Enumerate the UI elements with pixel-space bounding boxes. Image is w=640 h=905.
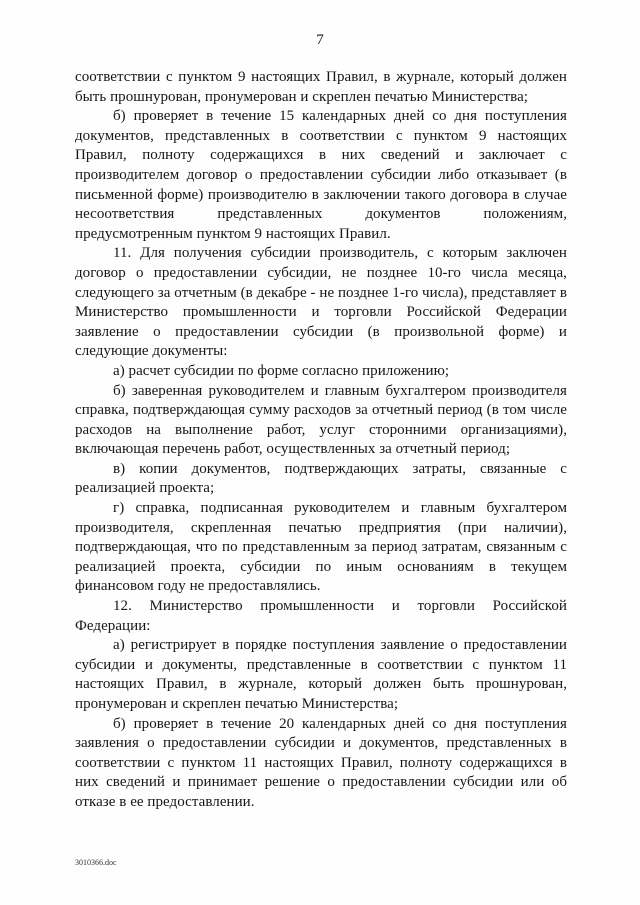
page-number: 7: [316, 32, 324, 48]
paragraph-11g: г) справка, подписанная руководителем и главным бухгалтером производителя, скрепленная печатью предприятия (при наличии), подтверждающая, что по представленным за период затратам, связанным с реализацией проекта, субсидии по иным основаниям в текущем финансовом году не предоставлялись.: [75, 500, 567, 595]
paragraph-11a: а) расчет субсидии по форме согласно приложению;: [113, 362, 450, 379]
paragraph-12b: б) проверяет в течение 20 календарных дней со дня поступления заявления о предоставлении субсидии и документов, представленных в соответствии с пунктом 11 настоящих Правил, полноту содержащихся в них сведений и принимает решение о предоставлении субсидии или об отказе в ее предоставлении.: [75, 715, 567, 810]
paragraph-11b: б) заверенная руководителем и главным бухгалтером производителя справка, подтверждающая сумму расходов за отчетный период (в том числе расходов на выполнение работ, услуг сторонними организациями), включающая перечень работ, осуществленных за отчетный период;: [75, 382, 567, 458]
paragraph-continuation: соответствии с пунктом 9 настоящих Правил, в журнале, который должен быть прошнурован, пронумерован и скреплен печатью Министерства;: [75, 69, 567, 105]
paragraph-10b: б) проверяет в течение 15 календарных дней со дня поступления документов, представленных в соответствии с пунктом 9 настоящих Правил, полноту содержащихся в них сведений и заключает с производителем договор о предоставлении субсидии либо отказывает (в письменной форме) производителю в заключении такого договора в случае несоответствия представленных документов положениям, предусмотренным пунктом 9 настоящих Правил.: [75, 108, 567, 242]
paragraph-11v: в) копии документов, подтверждающих затраты, связанные с реализацией проекта;: [75, 460, 567, 497]
paragraph-11: 11. Для получения субсидии производитель, с которым заключен договор о предоставлении субсидии, не позднее 10-го числа месяца, следующего за отчетным (в декабре - не позднее 1-го числа), представляет в Министерство промышленности и торговли Российской Федерации заявление о предоставлении субсидии (в произвольной форме) и следующие документы:: [75, 245, 568, 360]
footer-doc-code: 3010366.doc: [75, 858, 117, 867]
document-body: [75, 68, 567, 813]
paragraph-12: 12. Министерство промышленности и торговли Российской Федерации:: [75, 598, 567, 634]
paragraph-12a: а) регистрирует в порядке поступления заявление о предоставлении субсидии и документы, представленные в соответствии с пунктом 11 настоящих Правил, в журнале, который должен быть прошнурован, пронумерован и скреплен печатью Министерства;: [75, 637, 567, 712]
